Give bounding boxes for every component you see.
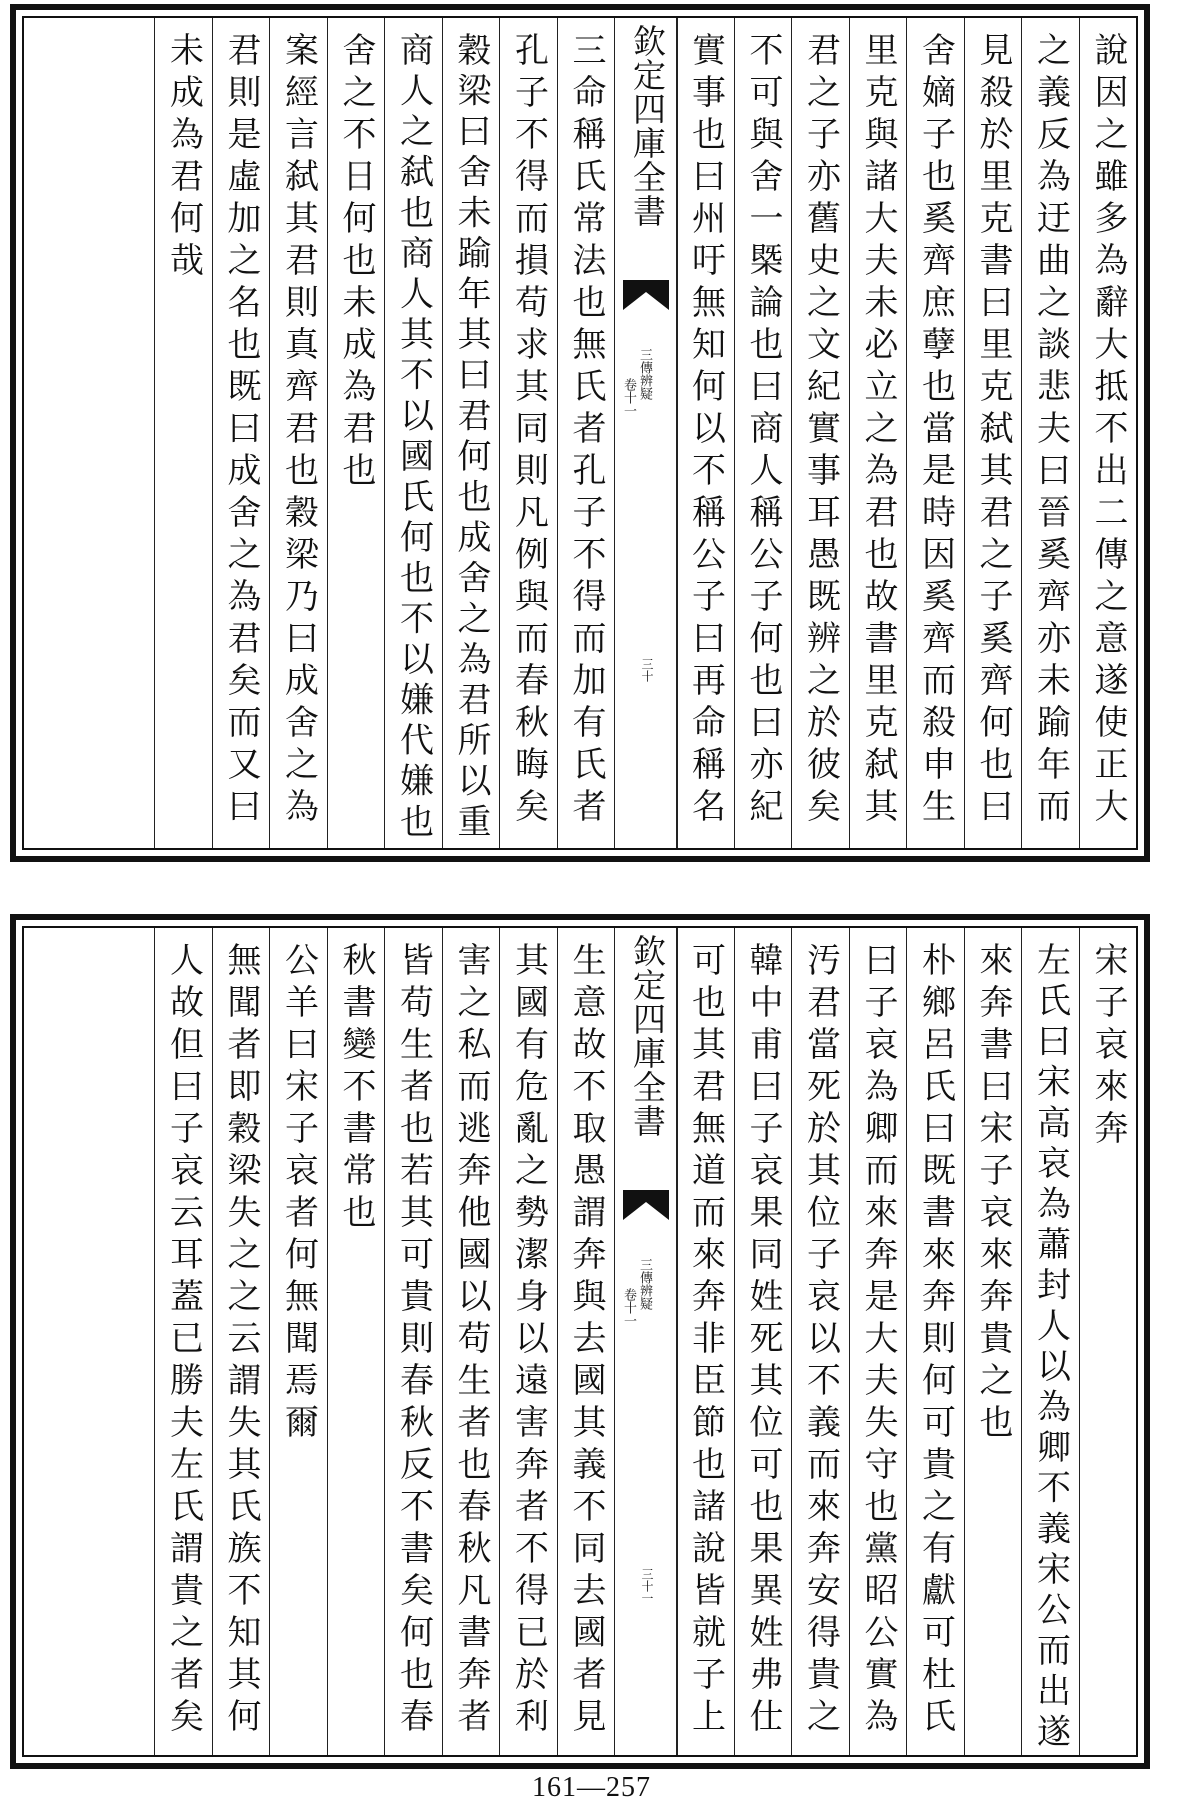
bottom-text-column — [791, 928, 849, 1755]
bottom-column-text: 宋子哀來奔 — [1088, 942, 1128, 1152]
top-text-column — [269, 18, 327, 848]
bottom-text-column — [849, 928, 907, 1755]
bottom-text-column — [499, 928, 557, 1755]
bottom-page-inner-frame — [22, 926, 1138, 1757]
bottom-column-text: 可也其君無道而來奔非臣節也諸說皆就子上 — [685, 942, 726, 1740]
top-strip-title: 欽定四庫全書 — [628, 24, 667, 228]
top-column-text: 說因之雖多為辭大抵不出二傳之意遂使正大 — [1088, 32, 1128, 830]
top-text-column — [791, 18, 849, 848]
top-text-column — [499, 18, 557, 848]
top-page-inner-frame — [22, 16, 1138, 850]
top-text-column — [1021, 18, 1079, 848]
bottom-book-title: 三傳辨疑 — [637, 1258, 652, 1310]
bottom-text-column — [442, 928, 500, 1755]
bottom-text-column — [384, 928, 442, 1755]
bottom-center-strip — [614, 928, 678, 1755]
fish-tail-mark-icon — [623, 1190, 669, 1222]
top-column-text: 里克與諸大夫未必立之為君也故書里克弑其 — [858, 32, 898, 830]
top-book-title: 三傳辨疑 — [637, 348, 652, 400]
page-number: 161—257 — [532, 1772, 651, 1803]
top-text-column — [384, 18, 442, 848]
top-column-text: 見殺於里克書曰里克弑其君之子奚齊何也曰 — [973, 32, 1013, 830]
top-column-text: 案經言弑其君則真齊君也穀梁乃曰成舍之為 — [278, 32, 319, 830]
bottom-column-text: 生意故不取愚謂奔與去國其義不同去國者見 — [566, 942, 606, 1740]
top-page-frame — [10, 4, 1150, 862]
top-text-column — [676, 18, 734, 848]
bottom-text-column — [1021, 928, 1079, 1755]
top-column-text: 不可與舍一槩論也曰商人稱公子何也曰亦紀 — [743, 32, 783, 830]
top-column-text: 孔子不得而損苟求其同則凡例與而春秋晦矣 — [508, 32, 549, 830]
top-column-text: 君之子亦舊史之文紀實事耳愚既辨之於彼矣 — [800, 32, 841, 830]
bottom-text-column — [212, 928, 270, 1755]
top-column-text: 君則是虛加之名也既曰成舍之為君矣而又曰 — [221, 32, 261, 830]
top-text-column — [212, 18, 270, 848]
top-column-text: 三命稱氏常法也無氏者孔子不得而加有氏者 — [566, 32, 606, 830]
bottom-page-frame — [10, 914, 1150, 1769]
fish-tail-mark-icon — [623, 280, 669, 312]
top-volume-label: 卷十一 — [621, 378, 636, 417]
top-column-text: 實事也曰州吁無知何以不稱公子曰再命稱名 — [685, 32, 726, 830]
bottom-text-column — [557, 928, 615, 1755]
bottom-column-text: 韓中甫曰子哀果同姓死其位可也果異姓弗仕 — [743, 942, 783, 1740]
bottom-strip-title: 欽定四庫全書 — [628, 934, 667, 1138]
bottom-text-column — [964, 928, 1022, 1755]
bottom-text-column — [154, 928, 212, 1755]
top-text-column — [734, 18, 792, 848]
bottom-column-text: 來奔書曰宋子哀來奔貴之也 — [973, 942, 1013, 1446]
top-text-column — [964, 18, 1022, 848]
bottom-text-column — [269, 928, 327, 1755]
bottom-text-column — [1079, 928, 1137, 1755]
top-column-text: 舍之不日何也未成為君也 — [336, 32, 376, 494]
top-text-column — [1079, 18, 1137, 848]
bottom-column-text: 無聞者即穀梁失之之云謂失其氏族不知其何 — [221, 942, 261, 1740]
bottom-column-text: 其國有危亂之勢潔身以遠害奔者不得已於利 — [508, 942, 549, 1740]
bottom-column-text: 左氏曰宋高哀為蕭封人以為卿不義宋公而出遂 — [1030, 942, 1071, 1754]
bottom-folio-number: 三十一 — [640, 1568, 654, 1604]
top-column-text: 穀梁曰舍未踰年其曰君何也成舍之為君所以重 — [451, 32, 491, 844]
top-text-column — [906, 18, 964, 848]
top-center-strip — [614, 18, 678, 848]
bottom-column-text: 害之私而逃奔他國以苟生者也春秋凡書奔者 — [451, 942, 491, 1740]
bottom-column-text: 皆苟生者也若其可貴則春秋反不書矣何也春 — [393, 942, 434, 1740]
top-text-column — [557, 18, 615, 848]
top-column-text: 未成為君何哉 — [163, 32, 204, 284]
bottom-text-column — [676, 928, 734, 1755]
bottom-text-column — [906, 928, 964, 1755]
bottom-column-text: 曰子哀為卿而來奔是大夫失守也黨昭公實為 — [858, 942, 898, 1740]
top-text-column — [442, 18, 500, 848]
bottom-column-text: 秋書變不書常也 — [336, 942, 376, 1236]
bottom-volume-label: 卷十一 — [621, 1288, 636, 1327]
top-text-column — [154, 18, 212, 848]
bottom-text-column — [327, 928, 385, 1755]
top-text-column — [327, 18, 385, 848]
bottom-text-column — [734, 928, 792, 1755]
top-folio-number: 三十 — [640, 658, 654, 682]
top-column-text: 之義反為迂曲之談悲夫曰晉奚齊亦未踰年而 — [1030, 32, 1071, 830]
bottom-column-text: 汚君當死於其位子哀以不義而來奔安得貴之 — [800, 942, 841, 1740]
bottom-column-text: 朴鄉呂氏曰既書來奔則何可貴之有獻可杜氏 — [915, 942, 956, 1740]
bottom-column-text: 公羊曰宋子哀者何無聞焉爾 — [278, 942, 319, 1446]
top-column-text: 商人之弑也商人其不以國氏何也不以嫌代嫌也 — [393, 32, 434, 844]
top-column-text: 舍嫡子也奚齊庶孽也當是時因奚齊而殺申生 — [915, 32, 956, 830]
top-text-column — [849, 18, 907, 848]
bottom-column-text: 人故但曰子哀云耳蓋已勝夫左氏謂貴之者矣 — [163, 942, 204, 1740]
